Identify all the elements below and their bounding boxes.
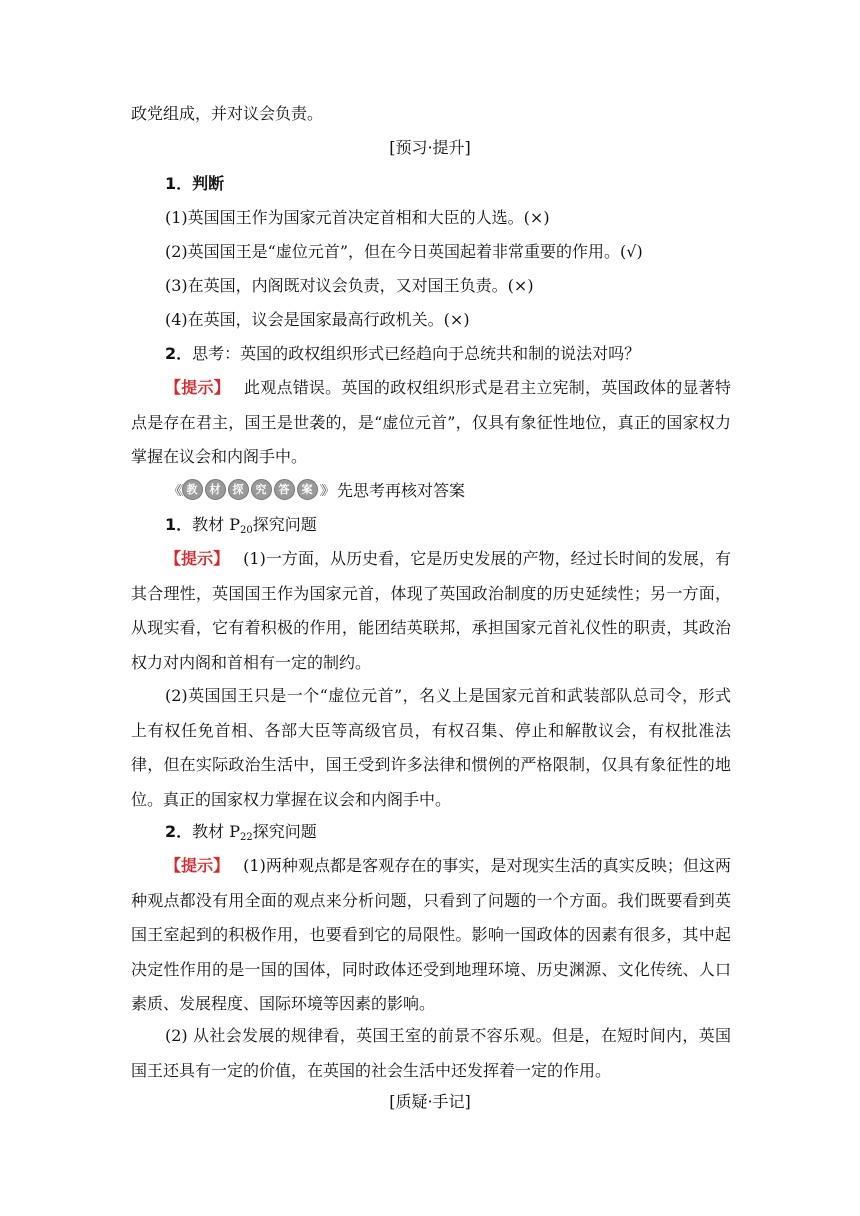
answer-text: (1)两种观点都是客观存在的事实，是对现实生活的真实反映；但这两种观点都没有用全面的观点来分析问题，只看到了问题的一个方面。我们既要看到英国王室起到的积极作用，也要看到它的局限性。影响一国政体的因素有很多，其中起决定性作用的是一国的国体，同时政体还受到地理环境、历史渊源、文化传统、人口素质、发展程度、国际环境等因素的影响。 [131, 856, 731, 1013]
banner-char: 答 [274, 479, 295, 500]
judge-heading-number: 1． [165, 174, 193, 193]
intro-line: 政党组成，并对议会负责。 [131, 104, 324, 123]
judge-item: (2)英国国王是“虚位元首”，但在今日英国起着非常重要的作用。(√) [165, 242, 643, 261]
think-tip [131, 371, 731, 475]
banner-char: 材 [205, 479, 226, 500]
banner-text: 先思考再核对答案 [337, 480, 466, 500]
question-2-page-subscript: 22 [240, 832, 253, 843]
banner-char: 案 [297, 479, 318, 500]
textbook-answer-banner [168, 478, 465, 500]
chevrons-left-icon: 《《 [168, 483, 180, 499]
question-2-answer-1 [131, 849, 731, 1022]
question-2-answer-2: (2) 从社会发展的规律看，英国王室的前景不容乐观。但是，在短时间内，英国国王还具有一定的价值，在英国的社会生活中还发挥着一定的作用。 [131, 1026, 731, 1080]
question-1-answer-1 [131, 542, 731, 680]
judge-item: (4)在英国，议会是国家最高行政机关。(×) [165, 310, 470, 329]
think-question [131, 337, 731, 372]
banner-char: 教 [182, 479, 203, 500]
section-heading-preview: [预习·提升] [389, 138, 471, 157]
banner-char: 探 [228, 479, 249, 500]
answer-text: (1)一方面，从历史看，它是历史发展的产物，经过长时间的发展，有其合理性，英国国王作为国家元首，体现了英国政治制度的历史延续性；另一方面，从现实看，它有着积极的作用，能团结英联邦，承担国家元首礼仪性的职责，其政治权力对内阁和首相有一定的制约。 [131, 549, 731, 672]
judge-item: (3)在英国，内阁既对议会负责，又对国王负责。(×) [165, 276, 534, 295]
banner-char: 究 [251, 479, 272, 500]
chevrons-right-icon: 》》 [319, 483, 332, 499]
question-2-title-text: 教材 P [192, 822, 240, 841]
tip-label: 【提示】 [165, 378, 230, 397]
judge-heading [131, 167, 731, 202]
think-text: 思考：英国的政权组织形式已经趋向于总统共和制的说法对吗？ [192, 344, 641, 363]
tip-label: 【提示】 [165, 549, 230, 568]
tip-label: 【提示】 [165, 856, 230, 875]
tip-text: 此观点错误。英国的政权组织形式是君主立宪制，英国政体的显著特点是存在君主，国王是世袭的，是“虚位元首”，仅具有象征性地位，真正的国家权力掌握在议会和内阁手中。 [131, 378, 731, 466]
question-1-number: 1． [165, 515, 193, 534]
section-heading-notes: [质疑·手记] [389, 1092, 471, 1111]
question-1-title-text: 教材 P [192, 515, 240, 534]
question-2-number: 2． [165, 822, 193, 841]
judge-item: (1)英国国王作为国家元首决定首相和大臣的人选。(×) [165, 208, 550, 227]
question-2-title-suffix: 探究问题 [252, 822, 317, 841]
judge-heading-text: 判断 [192, 174, 225, 193]
question-1-page-subscript: 20 [240, 525, 253, 536]
question-1-title-suffix: 探究问题 [252, 515, 317, 534]
think-number: 2． [165, 344, 193, 363]
question-1-answer-2: (2)英国国王只是一个“虚位元首”，名义上是国家元首和武装部队总司令，形式上有权任免首相、各部大臣等高级官员，有权召集、停止和解散议会，有权批准法律，但在实际政治生活中，国王受到许多法律和惯例的严格限制，仅具有象征性的地位。真正的国家权力掌握在议会和内阁手中。 [131, 686, 731, 809]
